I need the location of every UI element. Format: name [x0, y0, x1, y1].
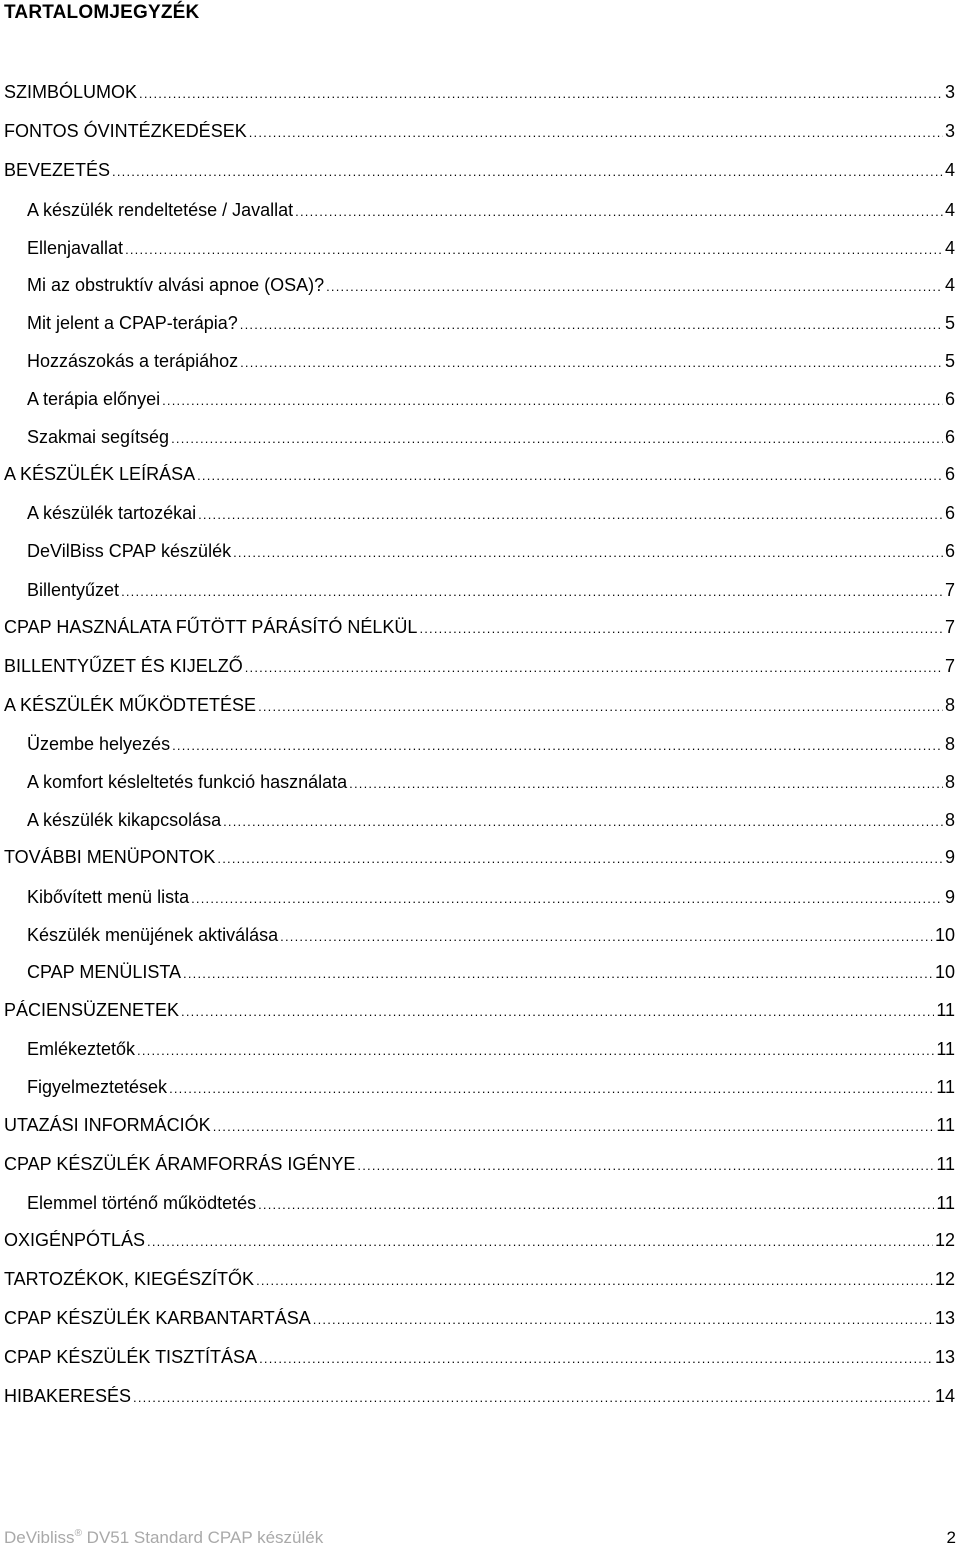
toc-entry[interactable]	[27, 578, 955, 602]
toc-entry[interactable]	[4, 1267, 955, 1291]
toc-page-number: 6	[944, 541, 955, 561]
toc-entry[interactable]	[4, 1152, 955, 1176]
toc-entry-title: Üzembe helyezés	[27, 734, 171, 754]
toc-dot-leader	[240, 351, 943, 375]
toc-dot-leader	[181, 1000, 934, 1024]
toc-entry-title: CPAP KÉSZÜLÉK KARBANTARTÁSA	[4, 1308, 311, 1328]
toc-entry-title: A készülék kikapcsolása	[27, 810, 222, 830]
toc-entry-title: Kibővített menü lista	[27, 887, 190, 907]
toc-entry-title: Hozzászokás a terápiához	[27, 351, 239, 371]
toc-dot-leader	[133, 1386, 933, 1410]
toc-entry-title: Elemmel történő működtetés	[27, 1193, 257, 1213]
toc-entry-title: CPAP KÉSZÜLÉK TISZTÍTÁSA	[4, 1347, 258, 1367]
toc-page-number: 6	[944, 389, 955, 409]
toc-page-number: 5	[944, 313, 955, 333]
toc-entry-title: BILLENTYŰZET ÉS KIJELZŐ	[4, 656, 243, 676]
toc-entry-title: CPAP HASZNÁLATA FŰTÖTT PÁRÁSÍTÓ NÉLKÜL	[4, 617, 418, 637]
toc-entry[interactable]	[27, 808, 955, 832]
toc-page-number: 8	[944, 772, 955, 792]
toc-dot-leader	[258, 1193, 934, 1217]
toc-entry-title: UTAZÁSI INFORMÁCIÓK	[4, 1115, 211, 1135]
toc-dot-leader	[172, 734, 943, 758]
registered-mark: ®	[74, 1528, 82, 1539]
toc-page-number: 7	[944, 580, 955, 600]
toc-entry[interactable]	[4, 1384, 955, 1408]
toc-page-number: 3	[944, 82, 955, 102]
toc-page-number: 8	[944, 810, 955, 830]
toc-page-number: 12	[934, 1269, 955, 1289]
toc-entry-title: PÁCIENSÜZENETEK	[4, 1000, 180, 1020]
toc-page-number: 8	[944, 734, 955, 754]
toc-dot-leader	[198, 503, 943, 527]
toc-dot-leader	[197, 464, 943, 488]
toc-dot-leader	[139, 82, 943, 106]
toc-dot-leader	[259, 1347, 933, 1371]
toc-entry[interactable]	[27, 501, 955, 525]
toc-entry[interactable]	[27, 349, 955, 373]
toc-dot-leader	[280, 925, 933, 949]
toc-dot-leader	[258, 695, 943, 719]
toc-dot-leader	[349, 772, 943, 796]
toc-entry[interactable]	[27, 1037, 955, 1061]
toc-entry-title: A komfort késleltetés funkció használata	[27, 772, 348, 792]
toc-page-number: 10	[934, 962, 955, 982]
toc-entry[interactable]	[27, 960, 955, 984]
toc-dot-leader	[183, 962, 933, 986]
toc-entry-title: Figyelmeztetések	[27, 1077, 168, 1097]
footer-product-label	[4, 1528, 323, 1548]
toc-entry[interactable]	[27, 273, 955, 297]
page-title: TARTALOMJEGYZÉK	[4, 2, 200, 23]
toc-dot-leader	[191, 887, 943, 911]
toc-entry[interactable]	[4, 1113, 955, 1137]
toc-entry-title: Billentyűzet	[27, 580, 120, 600]
toc-dot-leader	[326, 275, 943, 299]
toc-entry-title: CPAP KÉSZÜLÉK ÁRAMFORRÁS IGÉNYE	[4, 1154, 356, 1174]
toc-page-number: 9	[944, 887, 955, 907]
toc-entry-title: BEVEZETÉS	[4, 160, 111, 180]
toc-entry-title: SZIMBÓLUMOK	[4, 82, 138, 102]
toc-dot-leader	[171, 427, 943, 451]
toc-dot-leader	[240, 313, 943, 337]
toc-page-number: 13	[934, 1347, 955, 1367]
toc-entry[interactable]	[4, 998, 955, 1022]
toc-dot-leader	[419, 617, 943, 641]
toc-dot-leader	[137, 1039, 934, 1063]
toc-page-number: 4	[944, 200, 955, 220]
toc-entry[interactable]	[27, 732, 955, 756]
toc-entry-title: DeVilBiss CPAP készülék	[27, 541, 232, 561]
toc-page-number: 3	[944, 121, 955, 141]
toc-page-number: 11	[936, 1115, 955, 1135]
toc-dot-leader	[213, 1115, 935, 1139]
toc-entry-title: Mit jelent a CPAP-terápia?	[27, 313, 238, 333]
page-footer	[0, 1526, 960, 1550]
toc-page-number: 11	[936, 1193, 955, 1213]
toc-dot-leader	[357, 1154, 934, 1178]
toc-entry-title: A terápia előnyei	[27, 389, 161, 409]
toc-entry-title: Készülék menüjének aktiválása	[27, 925, 279, 945]
toc-entry-title: A készülék tartozékai	[27, 503, 197, 523]
toc-page-number: 6	[944, 464, 955, 484]
toc-page-number: 13	[934, 1308, 955, 1328]
toc-dot-leader	[169, 1077, 934, 1101]
toc-entry-title: OXIGÉNPÓTLÁS	[4, 1230, 146, 1250]
toc-entry-title: Ellenjavallat	[27, 238, 124, 258]
toc-page-number: 11	[936, 1039, 955, 1059]
toc-page-number: 4	[944, 275, 955, 295]
toc-page-number: 11	[936, 1077, 955, 1097]
toc-entry[interactable]	[27, 198, 955, 222]
toc-page-number: 10	[934, 925, 955, 945]
toc-entry-title: Mi az obstruktív alvási apnoe (OSA)?	[27, 275, 325, 295]
toc-entry[interactable]	[4, 615, 955, 639]
toc-page-number: 9	[944, 847, 955, 867]
toc-dot-leader	[223, 810, 943, 834]
toc-entry-title: TOVÁBBI MENÜPONTOK	[4, 847, 216, 867]
toc-dot-leader	[256, 1269, 933, 1293]
toc-dot-leader	[217, 847, 943, 871]
toc-dot-leader	[233, 541, 943, 565]
toc-page-number: 5	[944, 351, 955, 371]
toc-entry[interactable]	[4, 654, 955, 678]
toc-dot-leader	[125, 238, 943, 262]
toc-page-number: 6	[944, 503, 955, 523]
toc-page-number: 11	[936, 1000, 955, 1020]
toc-entry[interactable]	[4, 693, 955, 717]
toc-entry[interactable]	[27, 236, 955, 260]
toc-entry[interactable]	[4, 845, 955, 869]
toc-entry-title: TARTOZÉKOK, KIEGÉSZÍTŐK	[4, 1269, 255, 1289]
toc-entry[interactable]	[27, 311, 955, 335]
footer-brand: DeVibliss	[4, 1528, 75, 1547]
toc-entry[interactable]	[27, 770, 955, 794]
toc-page-number: 12	[934, 1230, 955, 1250]
toc-page-number: 4	[944, 238, 955, 258]
toc-entry[interactable]	[27, 1075, 955, 1099]
toc-dot-leader	[245, 656, 943, 680]
toc-entry-title: CPAP MENÜLISTA	[27, 962, 182, 982]
toc-dot-leader	[147, 1230, 933, 1254]
toc-entry[interactable]	[4, 119, 955, 143]
toc-entry[interactable]	[4, 1345, 955, 1369]
toc-page-number: 11	[936, 1154, 955, 1174]
toc-entry[interactable]	[4, 158, 955, 182]
footer-product: DV51 Standard CPAP készülék	[81, 1528, 324, 1547]
toc-entry-title: Emlékeztetők	[27, 1039, 136, 1059]
toc-page-number: 14	[934, 1386, 955, 1406]
toc-entry[interactable]	[4, 462, 955, 486]
toc-entry[interactable]	[27, 387, 955, 411]
toc-page-number: 6	[944, 427, 955, 447]
toc-dot-leader	[249, 121, 943, 145]
toc-entry[interactable]	[4, 1306, 955, 1330]
toc-entry[interactable]	[27, 1191, 955, 1215]
toc-dot-leader	[313, 1308, 933, 1332]
toc-entry-title: A KÉSZÜLÉK LEÍRÁSA	[4, 464, 196, 484]
toc-entry-title: HIBAKERESÉS	[4, 1386, 132, 1406]
toc-entry[interactable]	[4, 1228, 955, 1252]
toc-entry[interactable]	[27, 923, 955, 947]
toc-dot-leader	[295, 200, 943, 224]
toc-entry[interactable]	[4, 80, 955, 104]
toc-page-number: 7	[944, 656, 955, 676]
toc-entry-title: A KÉSZÜLÉK MŰKÖDTETÉSE	[4, 695, 257, 715]
toc-page-number: 7	[944, 617, 955, 637]
toc-entry-title: Szakmai segítség	[27, 427, 170, 447]
toc-entry[interactable]	[27, 885, 955, 909]
toc-page-number: 4	[944, 160, 955, 180]
footer-page-number: 2	[946, 1528, 956, 1547]
toc-entry-title: FONTOS ÓVINTÉZKEDÉSEK	[4, 121, 247, 141]
toc-dot-leader	[112, 160, 943, 184]
toc-page-number: 8	[944, 695, 955, 715]
toc-entry[interactable]	[27, 425, 955, 449]
toc-dot-leader	[121, 580, 943, 604]
toc-entry[interactable]	[27, 539, 955, 563]
toc-entry-title: A készülék rendeltetése / Javallat	[27, 200, 294, 220]
toc-dot-leader	[162, 389, 943, 413]
